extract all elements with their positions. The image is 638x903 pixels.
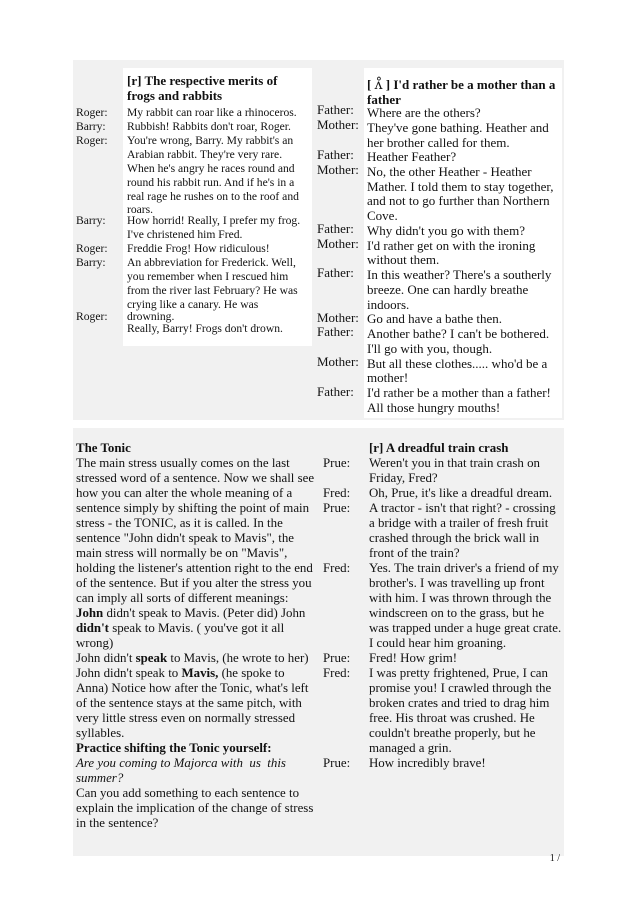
dialogue-line: How incredibly brave! [369,756,486,770]
dialogue-line: windscreen on to the grass, but he [369,606,545,620]
dialogue-line: couldn't breathe properly, but he [369,726,536,740]
speaker-label: Fred: [323,666,351,680]
dialogue-line: and not to go further than Northern [367,193,550,208]
speaker-label: Father: [317,324,354,339]
dialogue-line: Why didn't you go with them? [367,223,525,238]
example-text: (he spoke to [218,666,285,680]
dialogue-line: A tractor - isn't that right? - crossing [369,501,556,515]
speaker-label: Mother: [317,236,359,251]
tonic-after-line: very little stress even on normally stressed [76,711,296,725]
dialogue-line: roars. [127,203,154,216]
dialogue-line: Mather. I told them to stay together, [367,179,554,194]
speaker-label: Barry: [76,120,106,133]
dialogue-line: An abbreviation for Frederick. Well, [127,256,296,269]
mother-title-line2: father [367,92,401,107]
phonetic-symbol: ʌ̊ [374,77,383,93]
dialogue-line: Weren't you in that train crash on [369,456,540,470]
speaker-label: Father: [317,384,354,399]
dialogue-line: mother! [367,370,409,385]
dialogue-line: I could hear him groaning. [369,636,507,650]
example-text: didn't speak to Mavis. (Peter did) John [103,606,306,620]
tonic-paragraph-line: how you can alter the whole meaning of a [76,486,293,500]
speaker-label: Father: [317,147,354,162]
dialogue-line: You're wrong, Barry. My rabbit's an [127,134,294,147]
dialogue-line: real rage he rushes on to the roof and [127,190,299,203]
dialogue-line: I'll go with you, though. [367,341,493,356]
dialogue-line: Yes. The train driver's a friend of my [369,561,559,575]
speaker-label: Prue: [323,456,351,470]
speaker-label: Roger: [76,134,108,147]
dialogue-line: In this weather? There's a southerly [367,267,552,282]
dialogue-line: brother's. I was travelling up front [369,576,545,590]
speaker-label: Fred: [323,561,351,575]
dialogue-line: When he's angry he races round and [127,162,295,175]
speaker-label: Barry: [76,214,106,227]
dialogue-line: managed a grin. [369,741,452,755]
tonic-example-1 [76,606,305,621]
title-bracket: [ [367,77,372,92]
dialogue-line: Go and have a bathe then. [367,311,503,326]
practice-question-line: in the sentence? [76,816,159,830]
speaker-label: Fred: [323,486,351,500]
dialogue-line: indoors. [367,297,410,312]
practice-example-line2: summer? [76,771,124,785]
tonic-paragraph-line: main stress will normally be on "Mavis", [76,546,288,560]
rabbits-title-line1: [r] The respective merits of [127,73,278,88]
dialogue-line: My rabbit can roar like a rhinoceros. [127,106,297,119]
speaker-label: Roger: [76,310,108,323]
mother-title-line1 [367,78,555,93]
dialogue-line: All those hungry mouths! [367,400,501,415]
dialogue-line: Another bathe? I can't be bothered. [367,326,550,341]
example-text: John didn't speak to [76,666,182,680]
title-text: ] I'd rather be a mother than a [385,77,556,92]
dialogue-line: was trapped under a huge great crate. [369,621,562,635]
train-title: [r] A dreadful train crash [369,441,509,455]
dialogue-line: I was pretty frightened, Prue, I can [369,666,548,680]
stressed-word: speak [135,651,168,665]
dialogue-line: Freddie Frog! How ridiculous! [127,242,270,255]
speaker-label: Mother: [317,162,359,177]
dialogue-line: free. His throat was crushed. He [369,711,535,725]
dialogue-line: promise you! I crawled through the [369,681,552,695]
practice-question-line: explain the implication of the change of stress [76,801,314,815]
dialogue-line: I'd rather be a mother than a father! [367,385,551,400]
dialogue-line: breeze. One can hardly breathe [367,282,529,297]
dialogue-line: Heather Feather? [367,149,457,164]
speaker-label: Mother: [317,310,359,325]
dialogue-line: a bridge with a trailer of fresh fruit [369,516,549,530]
speaker-label: Father: [317,265,354,280]
dialogue-line: Arabian rabbit. They're very rare. [127,148,283,161]
dialogue-line: But all these clothes..... who'd be a [367,356,548,371]
dialogue-line: Really, Barry! Frogs don't drown. [127,322,283,335]
dialogue-line: front of the train? [369,546,460,560]
dialogue-line: Where are the others? [367,105,481,120]
speaker-label: Mother: [317,354,359,369]
dialogue-line: you remember when I rescued him [127,270,289,283]
tonic-example-2 [76,621,284,636]
tonic-after-line: syllables. [76,726,125,740]
tonic-after-line: of the sentence stays at the same pitch, with [76,696,302,710]
tonic-paragraph-line: sentence "John didn't speak to Mavis", the [76,531,294,545]
speaker-label: Father: [317,221,354,236]
dialogue-line: from the river last February? He was [127,284,298,297]
practice-question-line: Can you add something to each sentence to [76,786,300,800]
dialogue-line: her brother called for them. [367,135,510,150]
speaker-label: Prue: [323,501,351,515]
tonic-paragraph-line: stressed word of a sentence. Now we shall see [76,471,315,485]
dialogue-line: I'd rather get on with the ironing [367,238,536,253]
dialogue-line: broken crates and tried to drag him [369,696,550,710]
dialogue-line: They've gone bathing. Heather and [367,120,549,135]
tonic-paragraph-line: of the sentence. But if you alter the stress you [76,576,312,590]
dialogue-line: Oh, Prue, it's like a dreadful dream. [369,486,553,500]
speaker-label: Prue: [323,651,351,665]
stressed-word: Mavis, [181,666,219,680]
dialogue-line: without them. [367,252,440,267]
page-number: 1 / [549,853,560,864]
speaker-label: Roger: [76,242,108,255]
stressed-word: didn't [76,621,109,635]
dialogue-line: drowning. [127,310,175,323]
stressed-word: John [76,606,104,620]
practice-example-line1: Are you coming to Majorca with us this [76,756,286,770]
speaker-label: Mother: [317,117,359,132]
dialogue-line: Friday, Fred? [369,471,438,485]
tonic-paragraph-line: can imply all sorts of different meanings: [76,591,289,605]
rabbits-title-line2: frogs and rabbits [127,88,223,103]
dialogue-line: How horrid! Really, I prefer my frog. [127,214,301,227]
dialogue-line: No, the other Heather - Heather [367,164,532,179]
tonic-example-5 [76,666,285,681]
example-text: John didn't [76,651,136,665]
tonic-heading: The Tonic [76,441,131,455]
speaker-label: Roger: [76,106,108,119]
dialogue-line: Fred! How grim! [369,651,458,665]
dialogue-line: Cove. [367,208,398,223]
speaker-label: Prue: [323,756,351,770]
speaker-label: Father: [317,102,354,117]
tonic-paragraph-line: stress - the TONIC, as it is called. In the [76,516,283,530]
tonic-example-3: wrong) [76,636,114,650]
dialogue-line: with him. I was thrown through the [369,591,552,605]
dialogue-line: Rubbish! Rabbits don't roar, Roger. [127,120,291,133]
example-text: speak to Mavis. ( you've got it all [108,621,285,635]
tonic-paragraph-line: holding the listener's attention right to the end [76,561,313,575]
dialogue-line: crashed through the brick wall in [369,531,540,545]
dialogue-line: I've christened him Fred. [127,228,243,241]
tonic-after-line: Anna) Notice how after the Tonic, what's left [76,681,309,695]
tonic-paragraph-line: sentence simply by shifting the point of main [76,501,310,515]
dialogue-line: crying like a canary. He was [127,298,259,311]
example-text: to Mavis, (he wrote to her) [167,651,309,665]
dialogue-line: round his rabbit run. And if he's in a [127,176,295,189]
speaker-label: Barry: [76,256,106,269]
tonic-example-4 [76,651,309,666]
tonic-paragraph-line: The main stress usually comes on the last [76,456,290,470]
practice-heading: Practice shifting the Tonic yourself: [76,741,272,755]
